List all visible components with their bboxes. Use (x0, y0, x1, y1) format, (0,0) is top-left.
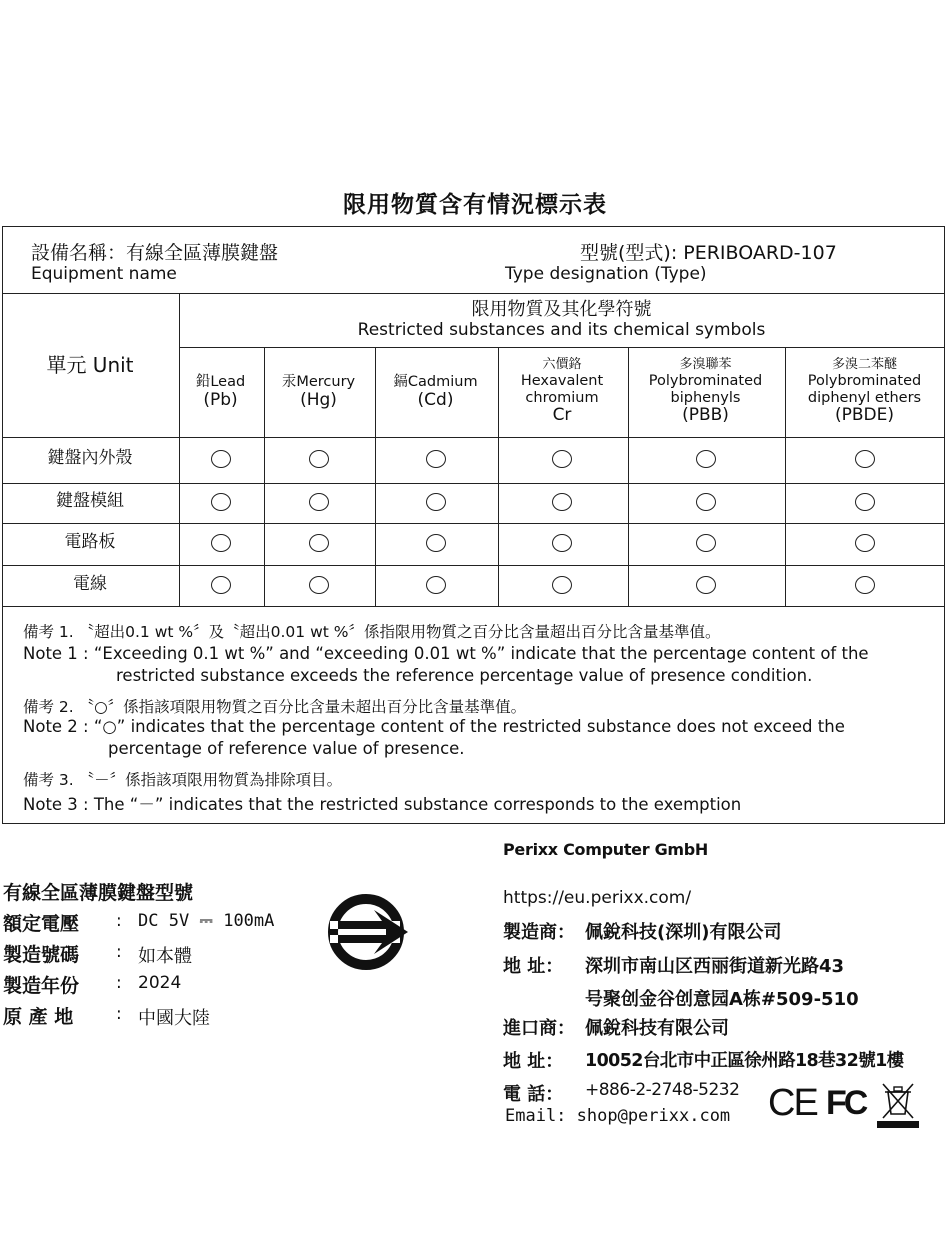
circle-mark-icon (855, 493, 875, 511)
note-1-zh: 備考 1. 〝超出0.1 wt %〞及〝超出0.01 wt %〞係指限用物質之百分比含量超出百分比含量基準值。 (23, 623, 721, 641)
circle-mark-icon (426, 534, 446, 552)
substance-hexavalent-chromium: 六價鉻 Hexavalent chromium Cr (520, 357, 604, 426)
table-cell (263, 564, 374, 605)
unit-header: 單元 Unit (46, 352, 134, 377)
colon: : (116, 1004, 122, 1024)
table-cell (784, 564, 945, 605)
circle-mark-icon (855, 450, 875, 468)
table-cell (374, 522, 497, 564)
table-cell (263, 436, 374, 482)
circle-mark-icon (696, 576, 716, 594)
substance-pbb: 多溴聯苯 Polybrominated biphenyls (PBB) (648, 357, 763, 426)
table-cell (627, 482, 784, 522)
colon: : (116, 942, 122, 962)
circle-mark-icon (211, 576, 231, 594)
weee-bin-icon (875, 1080, 921, 1130)
table-cell (178, 522, 263, 564)
table-cell (784, 522, 945, 564)
origin-value: 中國大陸 (138, 1008, 210, 1029)
circle-mark-icon (855, 534, 875, 552)
maker-value: 佩銳科技(深圳)有限公司 (585, 922, 782, 943)
colon: : (116, 911, 122, 931)
row-label-module: 鍵盤模組 (56, 491, 124, 512)
type-designation-zh: 型號(型式): PERIBOARD-107 (580, 242, 837, 264)
ce-mark-icon: CE (768, 1082, 817, 1124)
circle-mark-icon (552, 493, 572, 511)
circle-mark-icon (211, 493, 231, 511)
note-1-en: Note 1 : “Exceeding 0.1 wt %” and “exceeding 0.01 wt %” indicate that the percentage content of the (23, 644, 869, 663)
circle-mark-icon (426, 493, 446, 511)
circle-mark-icon (211, 450, 231, 468)
circle-mark-icon (696, 534, 716, 552)
product-model-title: 有線全區薄膜鍵盤型號 (3, 882, 194, 904)
table-cell (374, 564, 497, 605)
type-designation-en: Type designation (Type) (505, 264, 707, 284)
table-cell (263, 482, 374, 522)
equipment-name-en: Equipment name (31, 264, 177, 284)
table-cell (497, 482, 627, 522)
phone-value: +886-2-2748-5232 (585, 1080, 740, 1100)
circle-mark-icon (552, 450, 572, 468)
importer-address-value: 10052台北市中正區徐州路18巷32號1樓 (585, 1051, 904, 1071)
origin-label: 原 產 地 (3, 1006, 74, 1028)
circle-mark-icon (309, 450, 329, 468)
manufacture-year-value: 2024 (138, 973, 182, 993)
substance-lead: 鉛Lead (Pb) (195, 373, 246, 410)
address-label: 地 址： (503, 956, 564, 977)
circle-mark-icon (426, 576, 446, 594)
circle-mark-icon (855, 576, 875, 594)
table-cell (374, 436, 497, 482)
importer-address-label: 地 址： (503, 1051, 564, 1072)
serial-number-value: 如本體 (138, 946, 192, 967)
table-cell (178, 564, 263, 605)
equipment-name-zh: 設備名稱：有線全區薄膜鍵盤 (31, 242, 279, 264)
circle-mark-icon (696, 450, 716, 468)
table-cell (497, 564, 627, 605)
note-3-zh: 備考 3. 〝－〞係指該項限用物質為排除項目。 (23, 771, 343, 789)
note-2-zh: 備考 2. 〝○〞係指該項限用物質之百分比含量未超出百分比含量基準值。 (23, 698, 527, 716)
bsmi-logo-icon (324, 888, 412, 976)
row-label-housing: 鍵盤內外殼 (47, 448, 133, 469)
rated-voltage-value: DC 5V ⎓ 100mA (138, 911, 275, 931)
row-label-circuit-board: 電路板 (64, 532, 116, 553)
company-name: Perixx Computer GmbH (503, 840, 709, 859)
circle-mark-icon (552, 576, 572, 594)
maker-label: 製造商： (503, 922, 575, 943)
note-1-en-cont: restricted substance exceeds the reference percentage value of presence condition. (116, 666, 813, 685)
table-cell (784, 436, 945, 482)
row-label-cable: 電線 (73, 573, 107, 594)
table-cell (627, 522, 784, 564)
circle-mark-icon (309, 534, 329, 552)
note-2-en: Note 2 : “○” indicates that the percentage content of the restricted substance does not exceed the (23, 717, 845, 736)
circle-mark-icon (696, 493, 716, 511)
circle-mark-icon (552, 534, 572, 552)
table-cell (497, 522, 627, 564)
importer-value: 佩銳科技有限公司 (585, 1018, 729, 1039)
serial-number-label: 製造號碼 (3, 944, 80, 966)
circle-mark-icon (309, 576, 329, 594)
table-cell (497, 436, 627, 482)
table-cell (374, 482, 497, 522)
note-3-en: Note 3 : The “－” indicates that the restricted substance corresponds to the exemption (23, 795, 742, 814)
rated-voltage-label: 額定電壓 (3, 913, 80, 935)
table-cell (627, 564, 784, 605)
table-cell (263, 522, 374, 564)
table-cell (178, 482, 263, 522)
substance-cadmium: 鎘Cadmium (Cd) (393, 373, 478, 410)
colon: : (116, 973, 122, 993)
company-url[interactable]: https://eu.perixx.com/ (503, 888, 692, 908)
circle-mark-icon (426, 450, 446, 468)
restricted-header: 限用物質及其化學符號 Restricted substances and its chemical symbols (357, 298, 766, 340)
substance-mercury: 汞Mercury (Hg) (281, 373, 356, 410)
fcc-mark-icon: FC (826, 1084, 866, 1122)
circle-mark-icon (211, 534, 231, 552)
table-cell (178, 436, 263, 482)
note-2-en-cont: percentage of reference value of presence. (108, 739, 465, 758)
manufacture-year-label: 製造年份 (3, 975, 80, 997)
table-cell (784, 482, 945, 522)
substance-pbde: 多溴二苯醚 Polybrominated diphenyl ethers (PBDE) (807, 357, 922, 426)
importer-label: 進口商： (503, 1018, 575, 1039)
circle-mark-icon (309, 493, 329, 511)
table-cell (627, 436, 784, 482)
page-title: 限用物質含有情況標示表 (343, 192, 607, 218)
email-text[interactable]: Email: shop@perixx.com (505, 1106, 731, 1126)
address-line-2: 号聚创金谷创意园A栋#509-510 (585, 989, 859, 1010)
phone-label: 電 話： (503, 1084, 564, 1105)
address-line-1: 深圳市南山区西丽街道新光路43 (585, 956, 845, 977)
